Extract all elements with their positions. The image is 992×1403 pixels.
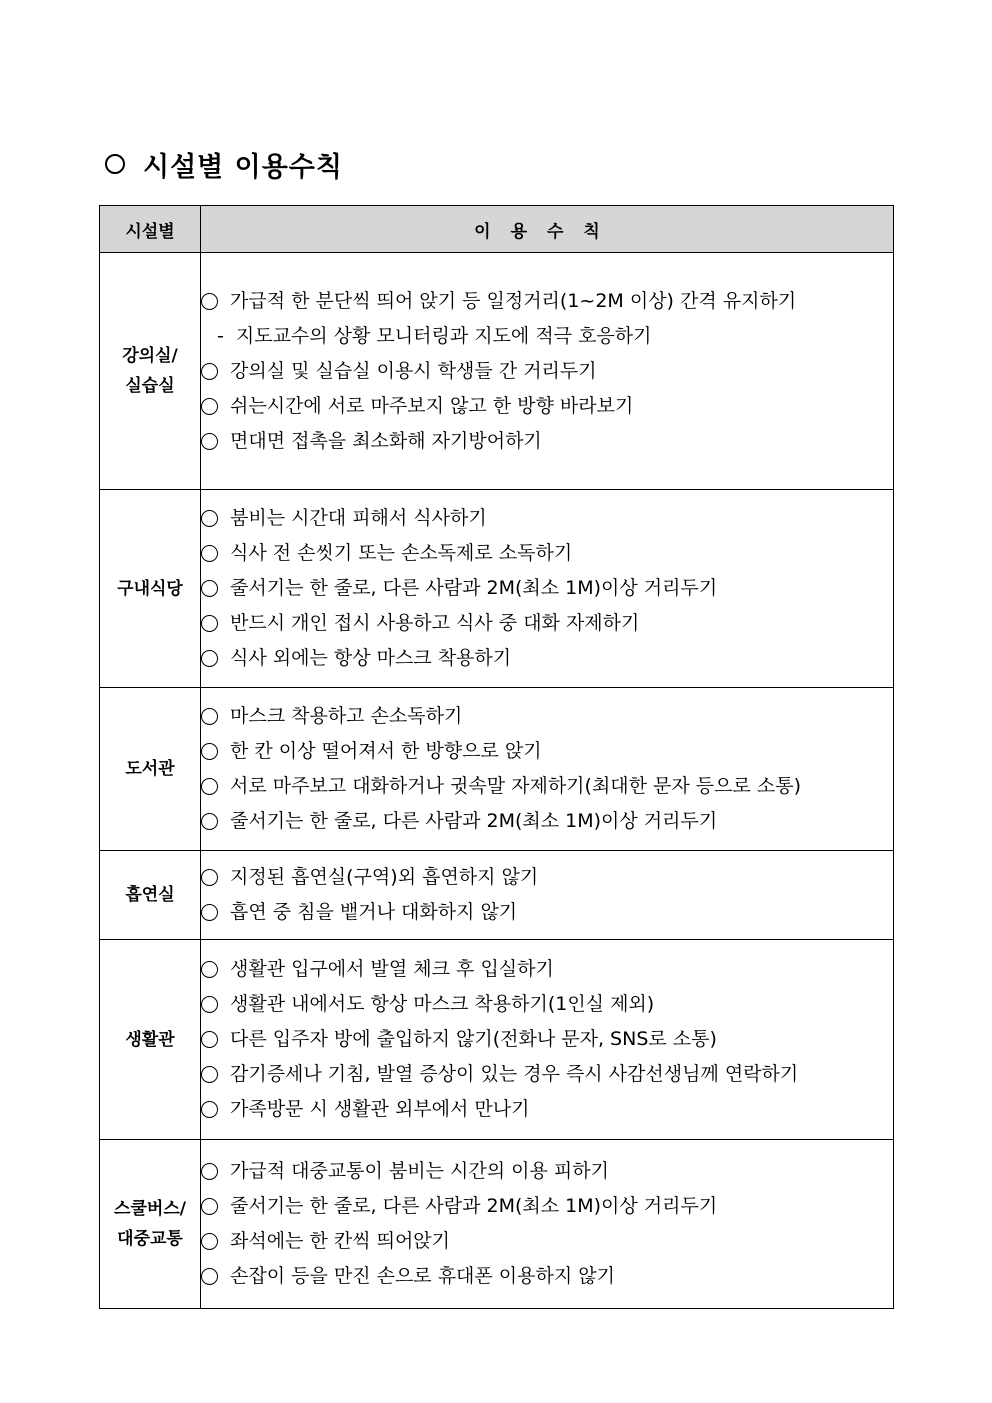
circle-bullet-icon: [201, 708, 218, 725]
rule-text: 쉬는시간에 서로 마주보지 않고 한 방향 바라보기: [230, 394, 634, 417]
facility-name-line: 생활관: [125, 1029, 175, 1050]
rule-text: 붐비는 시간대 피해서 식사하기: [230, 507, 487, 529]
rule-text: 마스크 착용하고 손소독하기: [230, 705, 463, 727]
rule-text: 생활관 내에서도 항상 마스크 착용하기(1인실 제외): [230, 993, 655, 1015]
dash-icon: -: [217, 324, 224, 347]
rule-item: [201, 1189, 893, 1224]
facility-name-line: 구내식당: [117, 578, 183, 599]
facility-cell: [100, 253, 201, 490]
rules-cell: [201, 940, 894, 1140]
rule-text: 서로 마주보고 대화하거나 귓속말 자제하기(최대한 문자 등으로 소통): [230, 775, 802, 797]
table-row-library: [100, 688, 894, 851]
rule-item: [201, 606, 893, 641]
circle-bullet-icon: [201, 363, 218, 380]
table-row-dormitory: [100, 940, 894, 1140]
rule-item: [201, 501, 893, 536]
rule-text: 줄서기는 한 줄로, 다른 사람과 2M(최소 1M)이상 거리두기: [230, 577, 718, 599]
table-row-cafeteria: [100, 490, 894, 688]
facility-name-line: 대중교통: [117, 1229, 183, 1249]
rule-item: [201, 424, 893, 459]
circle-bullet-icon: [201, 904, 218, 921]
circle-bullet-icon: [201, 1198, 218, 1215]
rule-item: [201, 987, 893, 1022]
rules-cell: [201, 253, 894, 490]
rule-text: 생활관 입구에서 발열 체크 후 입실하기: [230, 958, 554, 980]
circle-bullet-icon: [201, 1268, 218, 1285]
rule-text: 지도교수의 상황 모니터링과 지도에 적극 호응하기: [235, 324, 652, 347]
rule-item: [201, 389, 893, 424]
circle-bullet-icon: [201, 1031, 218, 1048]
circle-bullet-icon: [201, 996, 218, 1013]
rule-text: 한 칸 이상 떨어져서 한 방향으로 앉기: [230, 740, 542, 762]
rule-item: [201, 1057, 893, 1092]
table-row-school-bus: [100, 1140, 894, 1309]
rule-item: [201, 734, 893, 769]
circle-bullet-icon: [105, 154, 125, 174]
rule-item: [201, 1154, 893, 1189]
rule-item: [201, 284, 893, 319]
circle-bullet-icon: [201, 1066, 218, 1083]
facility-name-line: 스쿨버스/: [114, 1199, 186, 1219]
rule-item: [201, 354, 893, 389]
facility-name-line: 실습실: [125, 376, 175, 396]
rules-cell: [201, 688, 894, 851]
facility-name-line: 도서관: [125, 759, 175, 779]
rule-item: [201, 895, 893, 930]
circle-bullet-icon: [201, 743, 218, 760]
facility-cell: [100, 688, 201, 851]
rule-text: 식사 전 손씻기 또는 손소독제로 소독하기: [230, 542, 573, 564]
rule-text: 다른 입주자 방에 출입하지 않기(전화나 문자, SNS로 소통): [230, 1028, 717, 1050]
rule-text: 강의실 및 실습실 이용시 학생들 간 거리두기: [230, 359, 597, 382]
rules-cell: [201, 490, 894, 688]
circle-bullet-icon: [201, 869, 218, 886]
facility-name-line: 강의실/: [122, 346, 178, 366]
table-row-smoking-room: [100, 851, 894, 940]
rule-text: 흡연 중 침을 뱉거나 대화하지 않기: [230, 901, 518, 923]
rule-text: 좌석에는 한 칸씩 띄어앉기: [230, 1230, 451, 1252]
header-facility: 시설별: [100, 206, 201, 253]
rule-text: 면대면 접촉을 최소화해 자기방어하기: [230, 429, 542, 452]
rule-text: 가급적 한 분단씩 띄어 앉기 등 일정거리(1~2M 이상) 간격 유지하기: [230, 289, 797, 312]
circle-bullet-icon: [201, 961, 218, 978]
facility-cell: [100, 490, 201, 688]
circle-bullet-icon: [201, 615, 218, 632]
rule-item: [201, 1259, 893, 1294]
rule-sub-item: [201, 319, 893, 354]
circle-bullet-icon: [201, 1233, 218, 1250]
rule-item: [201, 769, 893, 804]
page-title: [105, 146, 343, 182]
circle-bullet-icon: [201, 433, 218, 450]
rule-item: [201, 536, 893, 571]
header-rules: 이용수칙: [201, 206, 894, 253]
rule-item: [201, 804, 893, 839]
circle-bullet-icon: [201, 1101, 218, 1118]
rule-item: [201, 860, 893, 895]
rule-text: 가족방문 시 생활관 외부에서 만나기: [230, 1098, 530, 1120]
rule-item: [201, 952, 893, 987]
rule-item: [201, 699, 893, 734]
rule-text: 줄서기는 한 줄로, 다른 사람과 2M(최소 1M)이상 거리두기: [230, 810, 718, 832]
circle-bullet-icon: [201, 650, 218, 667]
facility-cell: [100, 851, 201, 940]
table-row-lecture-room: [100, 253, 894, 490]
facility-cell: [100, 1140, 201, 1309]
rule-item: [201, 1092, 893, 1127]
facility-cell: [100, 940, 201, 1140]
circle-bullet-icon: [201, 1163, 218, 1180]
circle-bullet-icon: [201, 545, 218, 562]
rule-text: 반드시 개인 접시 사용하고 식사 중 대화 자제하기: [230, 612, 640, 634]
table-header-row: [100, 206, 894, 253]
rule-text: 지정된 흡연실(구역)외 흡연하지 않기: [230, 866, 539, 888]
circle-bullet-icon: [201, 580, 218, 597]
circle-bullet-icon: [201, 510, 218, 527]
rule-item: [201, 1224, 893, 1259]
circle-bullet-icon: [201, 813, 218, 830]
circle-bullet-icon: [201, 778, 218, 795]
facility-name-line: 흡연실: [125, 885, 175, 905]
facility-rules-table: [99, 205, 894, 1309]
circle-bullet-icon: [201, 398, 218, 415]
rule-text: 식사 외에는 항상 마스크 착용하기: [230, 647, 512, 669]
page-title-text: 시설별 이용수칙: [143, 151, 343, 183]
rule-text: 감기증세나 기침, 발열 증상이 있는 경우 즉시 사감선생님께 연락하기: [230, 1063, 799, 1085]
rule-item: [201, 641, 893, 676]
rule-item: [201, 1022, 893, 1057]
rules-cell: [201, 851, 894, 940]
rule-text: 줄서기는 한 줄로, 다른 사람과 2M(최소 1M)이상 거리두기: [230, 1195, 718, 1217]
rules-cell: [201, 1140, 894, 1309]
rule-text: 가급적 대중교통이 붐비는 시간의 이용 피하기: [230, 1160, 609, 1182]
rule-item: [201, 571, 893, 606]
circle-bullet-icon: [201, 293, 218, 310]
rule-text: 손잡이 등을 만진 손으로 휴대폰 이용하지 않기: [230, 1265, 615, 1287]
